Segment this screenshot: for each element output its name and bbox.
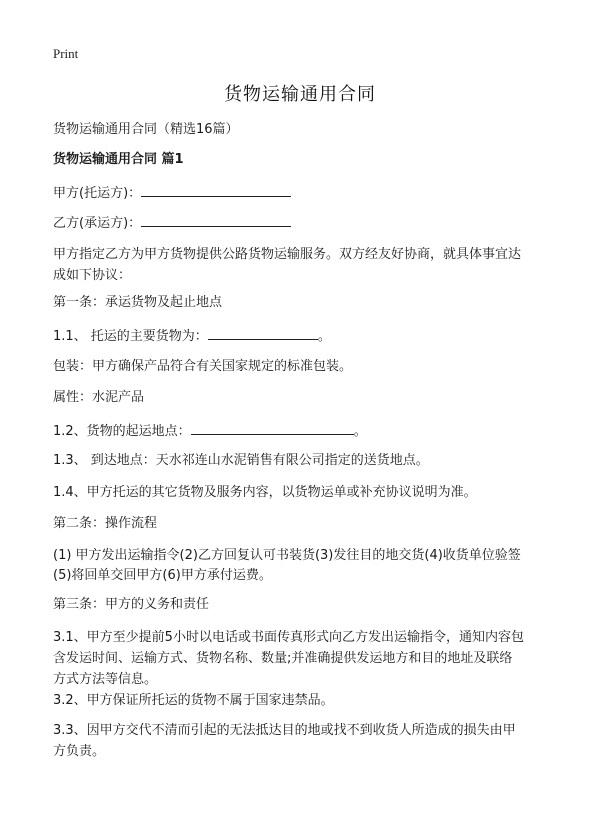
document-title: 货物运输通用合同: [224, 84, 376, 105]
item-1-3: 1.3、 到达地点：天水祁连山水泥销售有限公司指定的送货地点。: [53, 453, 429, 468]
intro-line-1: 甲方指定乙方为甲方货物提供公路货物运输服务。双方经友好协商，就具体事宜达: [53, 247, 522, 262]
item-3-2: 3.2、甲方保证所托运的货物不属于国家违禁品。: [53, 693, 334, 708]
process-line-1: (1) 甲方发出运输指令(2)乙方回复认可书装货(3)发往目的地交货(4)收货单位验签: [53, 548, 521, 563]
item-3-1-line-2: 含发运时间、运输方式、货物名称、数量;并准确提供发运地方和目的地址及联络: [53, 651, 513, 666]
party-a-row: [53, 184, 291, 201]
item-1-1-label: 1.1、 托运的主要货物为：: [53, 329, 208, 344]
item-1-2-blank: [191, 422, 354, 435]
item-3-3-line-1: 3.3、因甲方交代不清而引起的无法抵达目的地或找不到收货人所造成的损失由甲: [53, 723, 516, 738]
section-heading: 货物运输通用合同 篇1: [53, 152, 184, 167]
article-2-title: 第二条：操作流程: [53, 516, 158, 531]
item-3-1-line-3: 方式方法等信息。: [53, 672, 158, 687]
party-b-label: 乙方(承运方)：: [53, 216, 142, 231]
article-1-title: 第一条：承运货物及起止地点: [53, 295, 223, 310]
item-3-1-line-1: 3.1、甲方至少提前5小时以电话或书面传真形式向乙方发出运输指令，通知内容包: [53, 630, 524, 645]
packaging-text: 包装：甲方确保产品符合有关国家规定的标准包装。: [53, 359, 353, 374]
item-1-2: [53, 422, 367, 439]
item-1-2-suffix: 。: [353, 424, 367, 439]
article-3-title: 第三条：甲方的义务和责任: [53, 597, 210, 612]
item-1-1: [53, 327, 331, 344]
party-a-label: 甲方(托运方)：: [53, 186, 142, 201]
intro-line-2: 成如下协议：: [53, 268, 132, 283]
item-1-4: 1.4、甲方托运的其它货物及服务内容，以货物运单或补充协议说明为准。: [53, 485, 477, 500]
party-b-blank: [141, 214, 291, 227]
item-1-1-blank: [208, 327, 318, 340]
party-b-row: [53, 214, 291, 231]
subtitle: 货物运输通用合同（精选16篇）: [53, 122, 239, 137]
print-link[interactable]: Print: [53, 46, 79, 61]
process-line-2: (5)将回单交回甲方(6)甲方承付运费。: [53, 568, 272, 583]
party-a-blank: [141, 184, 291, 197]
attribute-text: 属性：水泥产品: [53, 390, 145, 405]
item-3-3-line-2: 方负责。: [53, 744, 106, 759]
item-1-2-label: 1.2、货物的起运地点：: [53, 424, 191, 439]
item-1-1-suffix: 。: [317, 329, 331, 344]
